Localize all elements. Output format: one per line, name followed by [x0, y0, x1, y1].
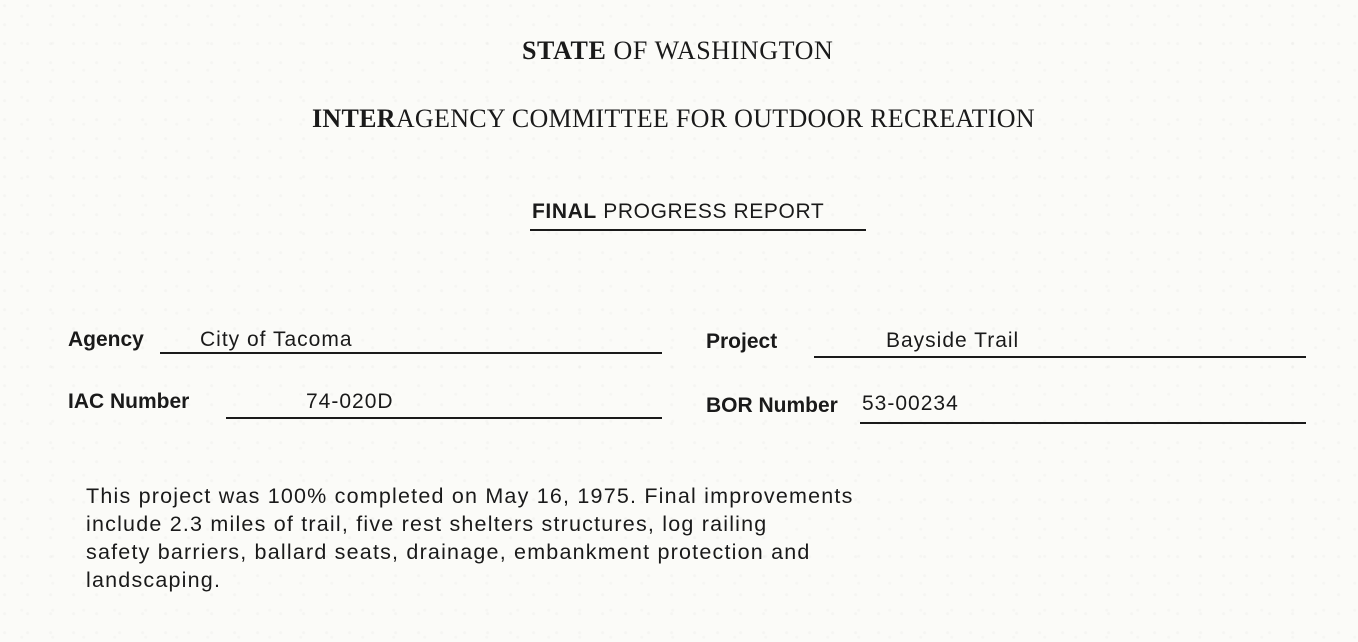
document-title-state-bold: STATE [522, 36, 607, 65]
bor-number-rule [860, 422, 1306, 424]
iac-number-rule [226, 417, 662, 419]
document-title-committee-bold: INTER [312, 104, 396, 133]
document-title-report-bold: FINAL [532, 200, 597, 223]
agency-value: City of Tacoma [200, 328, 353, 351]
project-value: Bayside Trail [886, 329, 1020, 352]
body-paragraph: This project was 100% completed on May 16, 1975. Final improvements include 2.3 miles of trail, five rest shelters structures, log railing safety barriers, ballard seats, drainage, embankment protection and landscaping. [86, 484, 854, 592]
document-title-committee-rest: AGENCY COMMITTEE FOR OUTDOOR RECREATION [395, 104, 1035, 133]
bor-number-value: 53-00234 [862, 392, 959, 415]
document-title-state [522, 36, 833, 66]
agency-label: Agency [68, 328, 144, 351]
bor-number-label: BOR Number [706, 394, 838, 417]
iac-number-label: IAC Number [68, 390, 190, 413]
iac-number-value: 74-020D [306, 390, 394, 413]
project-rule [814, 356, 1306, 358]
document-title-report-rest: PROGRESS REPORT [596, 200, 825, 223]
project-label: Project [706, 330, 778, 353]
report-title-underline [530, 229, 866, 231]
agency-rule [160, 352, 662, 354]
document-title-state-rest: OF WASHINGTON [606, 36, 834, 65]
document-title-committee [312, 104, 1035, 134]
document-title-report [532, 200, 824, 224]
